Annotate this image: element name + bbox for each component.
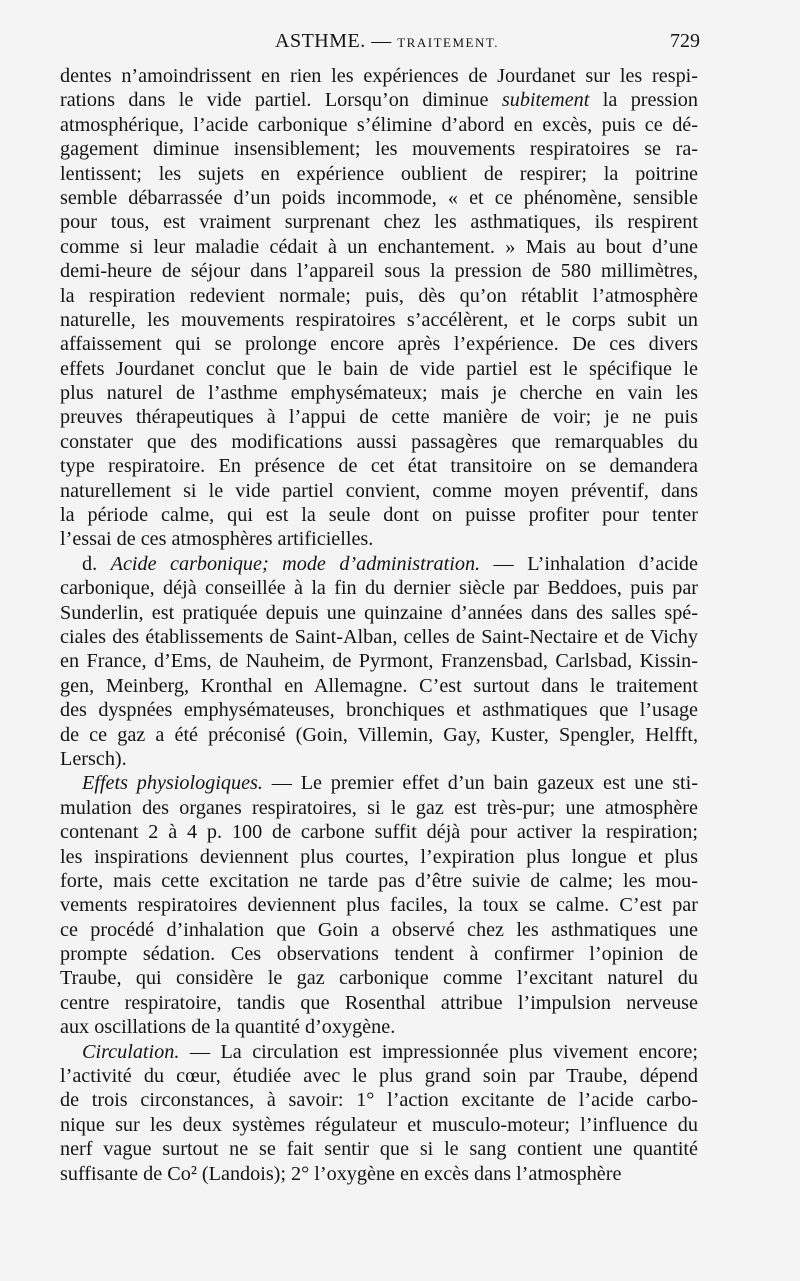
page-number: 729 (670, 30, 700, 52)
running-title (275, 30, 499, 53)
paragraph (60, 1040, 698, 1186)
text-line: centre respiratoire, tandis que Rosenthal attribue l’impulsion nerveuse (60, 991, 698, 1014)
text-line: forte, mais cette excitation ne tarde pas d’être suivie de calme; les mou- (60, 869, 698, 892)
text-line: semble débarrassée d’un poids incommode, « et ce phénomène, sensible (60, 186, 698, 209)
running-title-sub: TRAITEMENT. (397, 35, 500, 50)
text-line: demi-heure de séjour dans l’appareil sous la pression de 580 millimètres, (60, 260, 698, 283)
text-line: de ce gaz a été préconisé (Goin, Villemin, Gay, Kuster, Spengler, Helfft, (60, 723, 698, 746)
text-line: nique sur les deux systèmes régulateur et musculo-moteur; l’influence du (60, 1113, 698, 1136)
text-line: gen, Meinberg, Kronthal en Allemagne. C’est surtout dans le traitement (60, 674, 698, 697)
text-line: des dyspnées emphysémateuses, bronchiques et asthmatiques que l’usage (60, 699, 698, 722)
text-line: mulation des organes respiratoires, si le gaz est très-pur; une atmosphère (60, 796, 698, 819)
text-line: ciales des établissements de Saint-Alban, celles de Saint-Nectaire et de Vichy (60, 625, 698, 648)
text-line: Lersch). (60, 747, 127, 770)
text-line: effets Jourdanet conclut que le bain de vide partiel est le spécifique le (60, 357, 698, 380)
text-line: la période calme, qui est la seule dont on puisse profiter pour tenter (60, 504, 698, 527)
text-line: Circulation. — La circulation est impressionnée plus vivement encore; (82, 1040, 698, 1063)
text-line: rations dans le vide partiel. Lorsqu’on diminue subitement la pression (60, 89, 698, 112)
text-line: dentes n’amoindrissent en rien les expériences de Jourdanet sur les respi- (60, 65, 698, 87)
text-line: affaissement qui se prolonge encore après l’expérience. De ces divers (60, 333, 698, 356)
text-line: prompte sédation. Ces observations tendent à confirmer l’opinion de (60, 943, 698, 966)
text-line: les inspirations deviennent plus courtes, l’expiration plus longue et plus (60, 845, 698, 868)
text-line: constater que des modifications aussi passagères que remarquables du (60, 430, 698, 453)
text-line: comme si leur maladie cédait à un enchantement. » Mais au bout d’une (60, 235, 698, 258)
paragraph (60, 552, 698, 772)
paragraph (60, 64, 698, 552)
text-line: l’activité du cœur, étudiée avec le plus grand soin par Traube, dépend (60, 1065, 698, 1088)
text-line: la respiration redevient normale; puis, dès qu’on rétablit l’atmosphère (60, 284, 698, 307)
running-title-main: ASTHME. (275, 30, 366, 52)
running-title-dash: — (365, 30, 398, 52)
text-line: pour tous, est vraiment surprenant chez les asthmatiques, ils respirent (60, 211, 698, 234)
text-line: naturellement si le vide partiel convient, comme moyen préventif, dans (60, 479, 698, 502)
text-line: contenant 2 à 4 p. 100 de carbone suffit déjà pour activer la respiration; (60, 821, 698, 844)
text-line: atmosphérique, l’acide carbonique s’élimine d’abord en excès, puis ce dé- (60, 113, 698, 136)
text-line: suffisante de Co² (Landois); 2° l’oxygène en excès dans l’atmosphère (60, 1162, 622, 1185)
text-line: naturelle, les mouvements respiratoires s’accélèrent, et le corps subit un (60, 308, 698, 331)
text-line: type respiratoire. En présence de cet état transitoire on se demandera (60, 455, 698, 478)
text-line: nerf vague surtout ne se fait sentir que si le sang contient une quantité (60, 1138, 698, 1161)
page-header (60, 30, 700, 56)
text-line: carbonique, déjà conseillée à la fin du dernier siècle par Beddoes, puis par (60, 577, 698, 600)
text-line: de trois circonstances, à savoir: 1° l’action excitante de l’acide carbo- (60, 1089, 698, 1112)
body-text (60, 64, 698, 1186)
text-line: preuves thérapeutiques à l’appui de cette manière de voir; je ne puis (60, 406, 698, 429)
text-line: gagement diminue insensiblement; les mouvements respiratoires se ra- (60, 138, 698, 161)
text-line: d. Acide carbonique; mode d’administration. — L’inhalation d’acide (82, 552, 698, 575)
text-line: l’essai de ces atmosphères artificielles. (60, 528, 374, 551)
text-line: ce procédé d’inhalation que Goin a observé chez les asthmatiques une (60, 918, 698, 941)
paragraph (60, 771, 698, 1039)
text-line: lentissent; les sujets en expérience oublient de respirer; la poitrine (60, 162, 698, 185)
text-line: aux oscillations de la quantité d’oxygène. (60, 1016, 396, 1039)
text-line: Sunderlin, est pratiquée depuis une quinzaine d’années dans des salles spé- (60, 601, 698, 624)
text-line: Traube, qui considère le gaz carbonique comme l’excitant naturel du (60, 967, 698, 990)
text-line: vements respiratoires deviennent plus faciles, la toux se calme. C’est par (60, 894, 698, 917)
text-line: plus naturel de l’asthme emphysémateux; mais je cherche en vain les (60, 382, 698, 405)
text-line: Effets physiologiques. — Le premier effet d’un bain gazeux est une sti- (82, 772, 698, 795)
text-line: en France, d’Ems, de Nauheim, de Pyrmont, Franzensbad, Carlsbad, Kissin- (60, 650, 698, 673)
